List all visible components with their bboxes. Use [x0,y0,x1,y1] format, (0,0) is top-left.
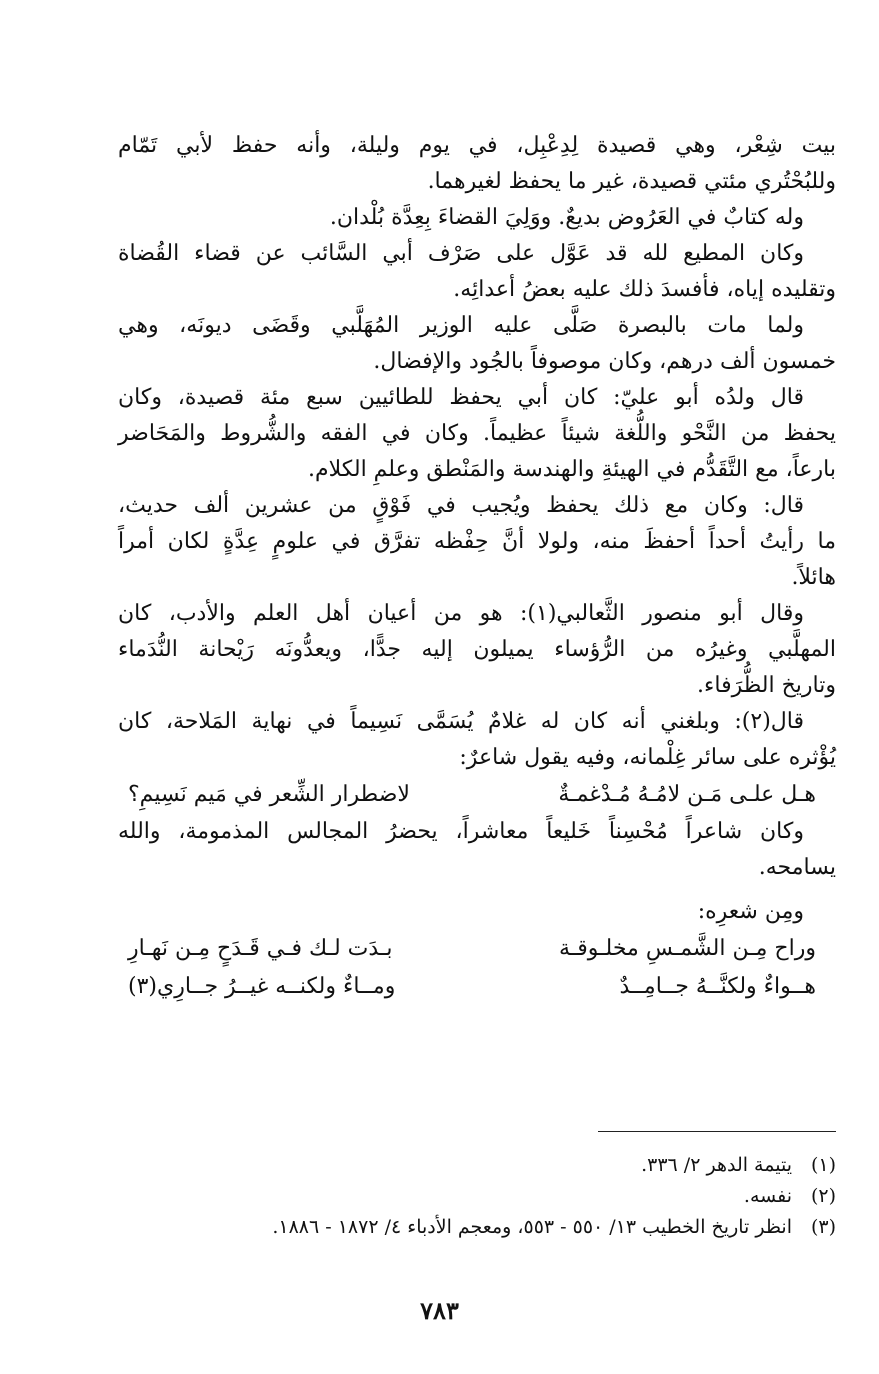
verse-first-hemistich: وراح مِـن الشَّمـسِ مخلـوقـة [558,936,816,961]
text-line: ولما مات بالبصرة صَلَّى عليه الوزير المُهَلَّبي وقَضَى ديونَه، وهي [118,313,804,338]
text-line: يُؤْثره على سائر غِلْمانه، وفيه يقول شاعرٌ: [459,745,836,770]
text-line: ومِن شعرِه: [697,899,804,924]
text-line: خمسون ألف درهم، وكان موصوفاً بالجُود والإفضال. [373,349,836,374]
verse-first-hemistich: هـل علـى مَـن لامُـهُ مُـدْغمـةٌ [558,782,816,807]
verse-second-hemistich: بـدَت لـك فـي قَـدَحٍ مِـن نَهـارِ [128,936,393,961]
footnote-text: يتيمة الدهر ٢/ ٣٣٦. [641,1154,792,1176]
verse-second-hemistich: ومــاءٌ ولكنــه غيــرُ جــارِي(٣) [128,974,396,999]
footnote [118,1212,836,1243]
text-line: هائلاً. [791,565,836,590]
footnote [118,1150,836,1181]
footnote-text: نفسه. [743,1185,792,1207]
footnote-number: (٣) [810,1216,836,1238]
verse-first-hemistich: هــواءٌ ولكنَّــهُ جــامِــدٌ [619,974,816,999]
text-line: بيت شِعْر، وهي قصيدة لِدِعْبِل، في يوم وليلة، وأنه حفظ لأبي تَمّام [118,133,836,158]
footnote-number: (١) [810,1154,836,1176]
verse-line [118,968,836,1006]
text-line: قال ولدُه أبو عليّ: كان أبي يحفظ للطائيين سبع مئة قصيدة، وكان [118,385,804,410]
footnote-text: انظر تاريخ الخطيب ١٣/ ٥٥٠ - ٥٥٣، ومعجم الأدباء ٤/ ١٨٧٢ - ١٨٨٦. [272,1216,792,1238]
text-line: يحفظ من النَّحْو واللُّغة شيئاً عظيماً. وكان في الفقه والشُّروط والمَحَاضر [118,421,836,446]
verse-line [118,930,836,968]
footnote-divider [598,1131,836,1132]
verse-line [118,776,836,814]
text-line: المهلَّبي وغيرُه من الرُّؤساء يميلون إليه جدًّا، ويعدُّونَه رَيْحانة النُّدَماء [118,637,836,662]
verse-second-hemistich: لاضطرار الشِّعر في مَيم نَسِيمِ؟ [128,782,410,807]
text-line: يسامحه. [758,855,836,880]
text-line: بارعاً، مع التَّقَدُّم في الهيئةِ والهندسة والمَنْطق وعلمِ الكلام. [307,457,836,482]
text-line: وتقليده إياه، فأفسدَ ذلك عليه بعضُ أعدائِه. [453,277,836,302]
text-line: ما رأيتُ أحداً أحفظَ منه، ولولا أنَّ حِفْظه تفرَّق في علومٍ عِدَّةٍ لكان أمراً [118,529,836,554]
text-line: قال(٢): وبلغني أنه كان له غلامٌ يُسَمَّى نَسِيماً في نهاية المَلاحة، كان [118,709,804,734]
footnotes [118,1150,836,1243]
text-line: وتاريخ الظُّرَفاء. [697,673,836,698]
footnote [118,1181,836,1212]
text-line: وكان شاعراً مُحْسِناً خَليعاً معاشراً، يحضرُ المجالس المذمومة، والله [118,819,804,844]
page-number: ٧٨٣ [420,1296,459,1325]
footnote-number: (٢) [810,1185,836,1207]
main-text [118,128,836,1006]
text-line: وقال أبو منصور الثَّعالبي(١): هو من أعيان أهل العلم والأدب، كان [118,601,805,626]
text-line: وللبُحْتُري مئتي قصيدة، غير ما يحفظ لغيرهما. [427,169,836,194]
text-line: قال: وكان مع ذلك يحفظ ويُجيب في فَوْقٍ من عشرين ألف حديث، [118,493,804,518]
text-line: وكان المطيع لله قد عَوَّل على صَرْف أبي السَّائب عن قضاء القُضاة [118,241,804,266]
text-line: وله كتابٌ في العَرُوض بديعٌ. ووَلِيَ القضاءَ بِعِدَّة بُلْدان. [329,205,804,230]
